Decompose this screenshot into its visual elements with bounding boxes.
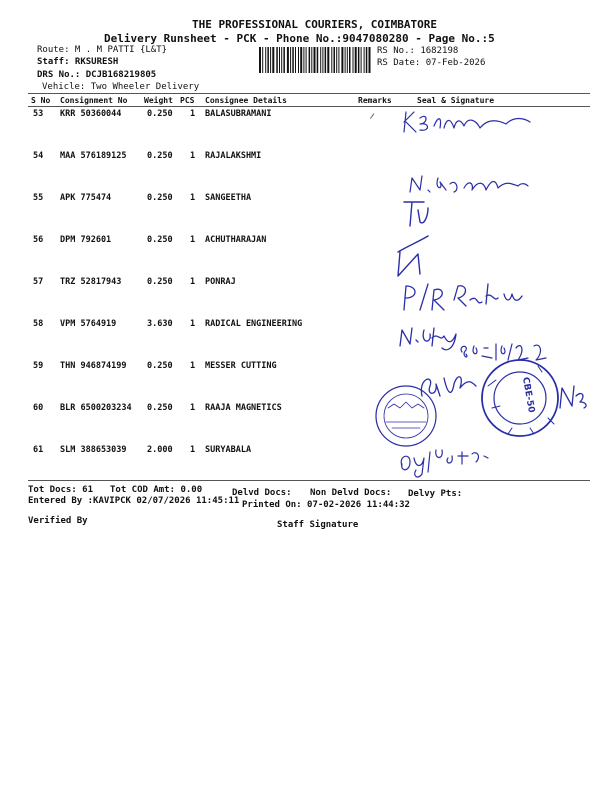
delivery-points: Delvy Pts: — [408, 489, 463, 499]
barcode-bar — [331, 47, 332, 73]
barcode-bar — [283, 47, 285, 73]
barcode-bar — [276, 47, 278, 73]
row-consignment-no: BLR 6500203234 — [60, 403, 132, 413]
barcode-bar — [314, 47, 316, 73]
row-sno: 59 — [33, 361, 44, 371]
col-sno: S No — [31, 96, 51, 105]
table-bottom-rule — [28, 480, 590, 481]
row-consignment-no: MAA 576189125 — [60, 151, 127, 161]
barcode-bar — [300, 47, 302, 73]
row-sno: 61 — [33, 445, 44, 455]
row-consignee: SANGEETHA — [205, 193, 252, 203]
barcode-bar — [262, 47, 263, 73]
signature-row-55 — [398, 196, 438, 230]
row-consignment-no: TRZ 52817943 — [60, 277, 122, 287]
delivered-docs: Delvd Docs: — [232, 488, 292, 498]
barcode-bar — [287, 47, 289, 73]
row-weight: 0.250 — [147, 193, 173, 203]
barcode-bar — [341, 47, 343, 73]
barcode-bar — [281, 47, 282, 73]
row-consignment-no: THN 946874199 — [60, 361, 127, 371]
signature-row-53 — [398, 106, 538, 136]
barcode-bar — [364, 47, 365, 73]
rs-date: RS Date: 07-Feb-2026 — [377, 58, 486, 68]
barcode-bar — [290, 47, 291, 73]
row-weight: 0.250 — [147, 151, 173, 161]
barcode-bar — [265, 47, 266, 73]
row-consignee: PONRAJ — [205, 277, 236, 287]
row-consignment-no: SLM 388653039 — [60, 445, 127, 455]
signature-row-54 — [406, 172, 536, 198]
barcode-bar — [292, 47, 294, 73]
barcode-bar — [311, 47, 312, 73]
barcode-bar — [369, 47, 371, 73]
barcode-bar — [358, 47, 360, 73]
row-weight: 0.250 — [147, 277, 173, 287]
row-consignee: RAJALAKSHMI — [205, 151, 262, 161]
remarks-tick-mark — [367, 111, 375, 119]
route-label: Route: M . M PATTI {L&T} — [37, 45, 168, 55]
barcode-bar — [295, 47, 296, 73]
company-seal-stamp — [478, 356, 562, 440]
barcode-bar — [322, 47, 323, 73]
header-top-rule — [28, 93, 590, 94]
row-weight: 2.000 — [147, 445, 173, 455]
col-consignment: Consignment No — [60, 96, 128, 105]
barcode-bar — [259, 47, 261, 73]
row-weight: 3.630 — [147, 319, 173, 329]
row-consignment-no: VPM 5764919 — [60, 319, 117, 329]
barcode-bar — [320, 47, 321, 73]
total-cod-amount: Tot COD Amt: 0.00 — [110, 485, 203, 495]
row-consignee: SURYABALA — [205, 445, 252, 455]
row-consignment-no: KRR 50360044 — [60, 109, 122, 119]
barcode-bar — [306, 47, 307, 73]
row-sno: 53 — [33, 109, 44, 119]
drs-number: DRS No.: DCJB168219805 — [37, 70, 157, 80]
row-consignee: ACHUTHARAJAN — [205, 235, 267, 245]
signature-row-57 — [398, 280, 528, 316]
vehicle-label: Vehicle: Two Wheeler Delivery — [42, 82, 200, 92]
row-consignee: MESSER CUTTING — [205, 361, 277, 371]
non-delivered-docs: Non Delvd Docs: — [310, 488, 392, 498]
col-pcs: PCS — [180, 96, 195, 105]
total-docs: Tot Docs: 61 — [28, 485, 94, 495]
row-sno: 57 — [33, 277, 44, 287]
barcode-image — [258, 47, 373, 73]
barcode-bar — [309, 47, 311, 73]
col-weight: Weight — [144, 96, 173, 105]
row-sno: 56 — [33, 235, 44, 245]
row-sno: 58 — [33, 319, 44, 329]
row-consignment-no: DPM 792601 — [60, 235, 112, 245]
row-consignee: RAAJA MAGNETICS — [205, 403, 282, 413]
barcode-bar — [272, 47, 274, 73]
row-pcs: 1 — [190, 319, 196, 329]
barcode-bar — [355, 47, 357, 73]
barcode-bar — [366, 47, 368, 73]
barcode-bar — [327, 47, 329, 73]
row-consignment-no: APK 775474 — [60, 193, 112, 203]
barcode-bar — [298, 47, 299, 73]
col-consignee: Consignee Details — [205, 96, 287, 105]
barcode-bar — [279, 47, 280, 73]
col-remarks: Remarks — [358, 96, 392, 105]
row-sno: 54 — [33, 151, 44, 161]
barcode-bar — [345, 47, 346, 73]
row-pcs: 1 — [190, 445, 196, 455]
row-pcs: 1 — [190, 361, 196, 371]
row-weight: 0.250 — [147, 109, 173, 119]
signature-row-56 — [388, 232, 448, 280]
verified-by: Verified By — [28, 516, 88, 526]
row-weight: 0.250 — [147, 235, 173, 245]
row-sno: 60 — [33, 403, 44, 413]
row-weight: 0.250 — [147, 361, 173, 371]
barcode-bar — [303, 47, 304, 73]
barcode-bar — [325, 47, 327, 73]
barcode-bar — [347, 47, 348, 73]
barcode-bar — [317, 47, 319, 73]
row-pcs: 1 — [190, 235, 196, 245]
company-seal-code: CBE-50 — [519, 376, 536, 414]
row-sno: 55 — [33, 193, 44, 203]
barcode-bar — [336, 47, 337, 73]
row-pcs: 1 — [190, 193, 196, 203]
signature-row-61 — [396, 442, 496, 482]
row-weight: 0.250 — [147, 403, 173, 413]
row-pcs: 1 — [190, 277, 196, 287]
printed-on: Printed On: 07-02-2026 11:44:32 — [242, 500, 410, 510]
row-pcs: 1 — [190, 403, 196, 413]
staff-signature-label: Staff Signature — [277, 520, 359, 530]
row-pcs: 1 — [190, 151, 196, 161]
courier-seal-stamp — [372, 382, 440, 448]
row-consignee: BALASUBRAMANI — [205, 109, 272, 119]
col-seal-signature: Seal & Signature — [417, 96, 495, 105]
rs-number: RS No.: 1682198 — [377, 46, 459, 56]
barcode-bar — [338, 47, 339, 73]
barcode-bar — [353, 47, 354, 73]
barcode-bar — [349, 47, 351, 73]
staff-label: Staff: RKSURESH — [37, 57, 119, 67]
row-consignee: RADICAL ENGINEERING — [205, 319, 303, 329]
barcode-bar — [334, 47, 336, 73]
entered-by: Entered By :KAVIPCK 02/07/2026 11:45:11 — [28, 496, 240, 506]
barcode-bar — [270, 47, 271, 73]
barcode-bar — [361, 47, 362, 73]
company-title: THE PROFESSIONAL COURIERS, COIMBATORE — [192, 18, 438, 31]
barcode-bar — [267, 47, 269, 73]
runsheet-subtitle: Delivery Runsheet - PCK - Phone No.:9047080280 - Page No.:5 — [104, 32, 495, 45]
row-pcs: 1 — [190, 109, 196, 119]
